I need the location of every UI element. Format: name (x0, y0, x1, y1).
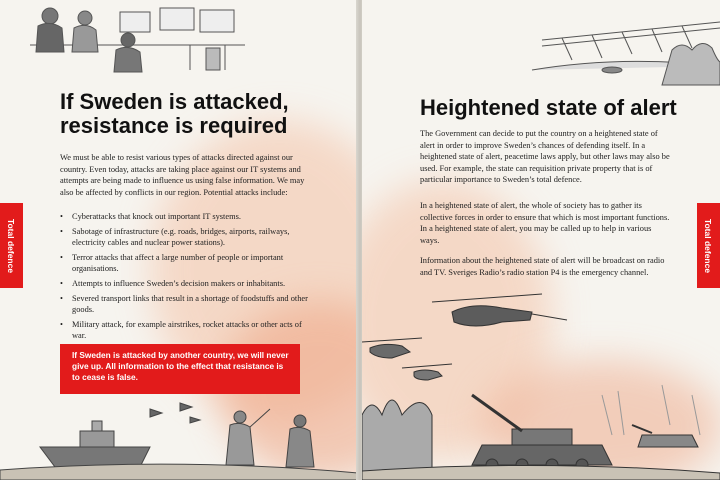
alert-paragraph-1: The Government can decide to put the country on a heightened state of alert in order to improve Sweden’s chances of defending itself. In a heightened state of alert, peacetime laws apply, but other laws may also be used. For example, the state can requisition private property that is of particular importance to Sweden’s total defence. (420, 129, 670, 185)
tab-label: Total defence (703, 218, 714, 273)
resistance-callout: If Sweden is attacked by another country, we will never give up. All information to the effect that resistance is to cease is false. (60, 344, 300, 394)
attack-types-list (60, 211, 310, 345)
alert-paragraph-3: Information about the heightened state of alert will be broadcast on radio and TV. Sveriges Radio’s radio station P4 is the emergency channel. (420, 256, 665, 277)
office-workers-illustration (10, 0, 250, 75)
total-defence-tab-right (697, 203, 720, 288)
list-item: • Sabotage of infrastructure (e.g. roads, bridges, airports, railways, electricity cables and nuclear power stations). (60, 226, 310, 249)
list-item: • Military attack, for example airstrikes, rocket attacks or other acts of war. (60, 319, 310, 342)
list-item: • Severed transport links that result in a shortage of foodstuffs and other goods. (60, 293, 310, 316)
military-scene-left-illustration (0, 395, 358, 480)
list-item: • Terror attacks that affect a large number of people or important organisations. (60, 252, 310, 275)
tanks-illustration (362, 375, 720, 480)
list-item: • Cyberattacks that knock out important IT systems. (60, 211, 310, 223)
alert-paragraph-2: In a heightened state of alert, the whole of society has to gather its collective forces in order to ensure that which is most important functions. In a heightened state of alert, you may be called up to help in various ways. (420, 201, 670, 245)
tab-label: Total defence (6, 218, 17, 273)
left-page-title: If Sweden is attacked, resistance is required (60, 89, 289, 138)
list-item: • Attempts to influence Sweden’s decision makers or inhabitants. (60, 278, 310, 290)
helicopters-illustration (362, 290, 720, 380)
total-defence-tab-left (0, 203, 23, 288)
right-page (362, 0, 720, 480)
left-page (0, 0, 358, 480)
right-page-title: Heightened state of alert (420, 95, 677, 120)
left-intro-paragraph: We must be able to resist various types of attacks directed against our country. Even today, attacks are taking place against our IT systems and attempts are being made to influence us using false information. We may also be affected by conflicts in our region. Potential attacks include: (60, 153, 305, 197)
bridge-illustration (532, 0, 720, 85)
